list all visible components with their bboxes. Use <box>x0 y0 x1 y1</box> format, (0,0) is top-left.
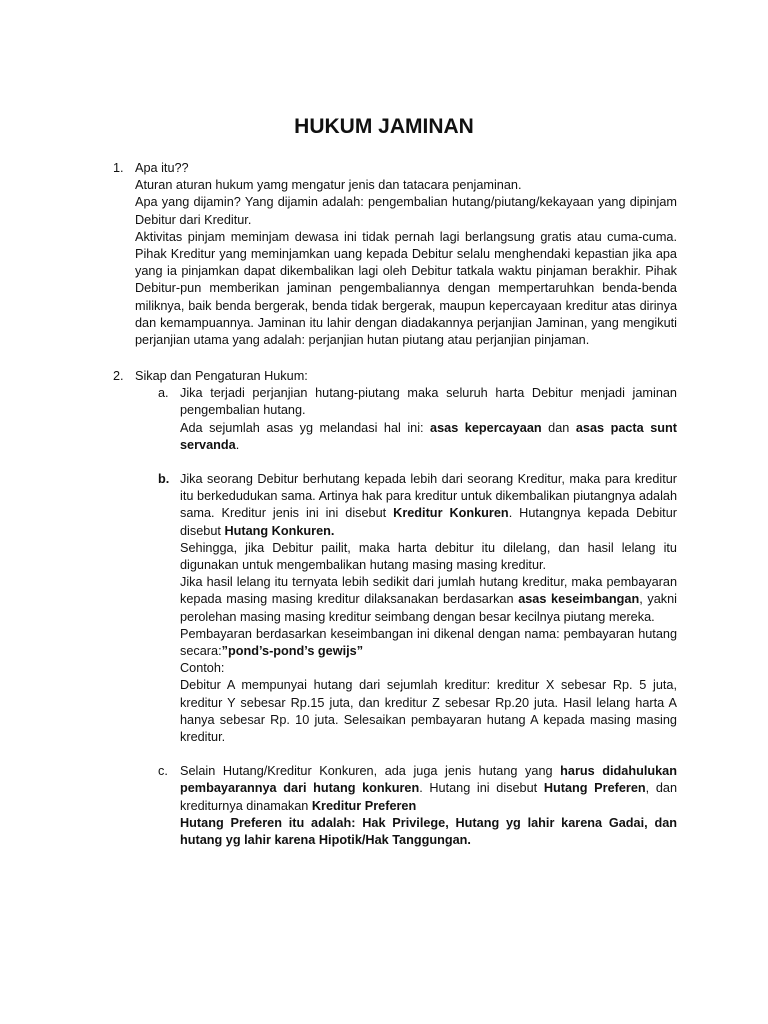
subsection-a-body <box>180 385 677 454</box>
subsection-a <box>158 385 677 454</box>
subsection-letter: b. <box>158 472 170 487</box>
section-1 <box>113 160 677 349</box>
section-2 <box>113 368 677 849</box>
bold-term: asas pacta sunt servanda <box>180 420 677 452</box>
bold-term: Hutang Preferen itu adalah: Hak Privilege, Hutang yg lahir karena Gadai, dan hutang yg lahir karena Hipotik/Hak Tanggungan. <box>180 815 677 848</box>
paragraph: Selain Hutang/Kreditur Konkuren, ada juga jenis hutang yang harus didahulukan pembayarannya dari hutang konkuren. Hutang ini disebut Hutang Preferen, dan krediturnya dinamakan Kreditur Preferen <box>180 764 677 813</box>
bold-term: asas kepercayaan <box>430 420 542 435</box>
bold-term: Kreditur Konkuren <box>393 506 509 521</box>
bold-term: Kreditur Preferen <box>311 798 417 813</box>
bold-term: Hutang Konkuren. <box>224 523 335 538</box>
paragraph: Apa yang dijamin? Yang dijamin adalah: pengembalian hutang/piutang/kekayaan yang dipinjam Debitur dari Kreditur. <box>135 195 677 227</box>
subsection-letter: c. <box>158 764 168 779</box>
paragraph: Aturan aturan hukum yamg mengatur jenis dan tatacara penjaminan. <box>135 178 522 193</box>
section-heading: Sikap dan Pengaturan Hukum: <box>135 369 308 383</box>
paragraph: Jika hasil lelang itu ternyata lebih sedikit dari jumlah hutang kreditur, maka pembayaran kepada masing masing kreditur dilaksanakan berdasarkan asas keseimbangan, yakni perolehan masing masing kreditur seimbang dengan besar kecilnya piutang mereka. <box>180 575 677 624</box>
bold-term: ”pond’s-pond’s gewijs” <box>221 644 364 659</box>
paragraph: Contoh: <box>180 661 225 676</box>
paragraph <box>180 815 677 849</box>
section-number: 1. <box>113 161 124 175</box>
subsection-letter: a. <box>158 386 169 401</box>
subsection-b <box>158 471 677 746</box>
paragraph: Pembayaran berdasarkan keseimbangan ini dikenal dengan nama: pembayaran hutang secara:”pond’s-pond’s gewijs” <box>180 626 677 659</box>
section-1-body <box>135 160 677 349</box>
bold-term: asas keseimbangan <box>518 592 640 607</box>
paragraph: Jika seorang Debitur berhutang kepada lebih dari seorang Kreditur, maka para kreditur itu berkedudukan sama. Artinya hak para kreditur untuk dikembalikan piutangnya adalah sama. Kreditur jenis ini ini disebut Kreditur Konkuren. Hutangnya kepada Debitur disebut Hutang Konkuren. <box>180 472 677 538</box>
paragraph: Debitur A mempunyai hutang dari sejumlah kreditur: kreditur X sebesar Rp. 5 juta, kreditur Y sebesar Rp.15 juta, dan kreditur Z sebesar Rp.20 juta. Hasil lelang harta A hanya sebesar Rp. 10 juta. Selesaikan pembayaran hutang A kepada masing masing kreditur. <box>180 678 677 745</box>
paragraph: Sehingga, jika Debitur pailit, maka harta debitur itu dilelang, dan hasil lelang itu digunakan untuk mengembalikan hutang masing masing kreditur. <box>180 540 677 573</box>
section-heading: Apa itu?? <box>135 161 189 175</box>
subsection-c <box>158 763 677 849</box>
paragraph: Jika terjadi perjanjian hutang-piutang maka seluruh harta Debitur menjadi jaminan pengembalian hutang. <box>180 386 677 418</box>
bold-term: Hutang Preferen <box>543 781 646 796</box>
paragraph: Aktivitas pinjam meminjam dewasa ini tidak pernah lagi berlangsung gratis atau cuma-cuma. Pihak Kreditur yang meminjamkan uang kepada Debitur selalu menghendaki kepastian jika apa yang ia pinjamkan dapat dikembalikan lagi oleh Debitur tatkala waktu pinjaman berakhir. Pihak Debitur-pun memberikan jaminan pengembaliannya dengan mempertaruhkan benda-benda miliknya, baik benda bergerak, benda tidak bergerak, maupun kepercayaan kreditur atas dirinya dan kemampuannya. Jaminan itu lahir dengan diadakannya perjanjian Jaminan, yang mengikuti perjanjian utama yang adalah: perjanjian hutan piutang atau perjanjian pinjaman. <box>135 229 677 348</box>
bold-term: harus didahulukan pembayarannya dari hutang konkuren <box>180 764 677 796</box>
page-title: HUKUM JAMINAN <box>294 115 474 138</box>
subsection-b-body <box>180 471 677 746</box>
subsection-c-body <box>180 763 677 849</box>
section-number: 2. <box>113 369 124 383</box>
paragraph: Ada sejumlah asas yg melandasi hal ini: asas kepercayaan dan asas pacta sunt servanda. <box>180 420 677 452</box>
section-2-body <box>135 368 677 385</box>
